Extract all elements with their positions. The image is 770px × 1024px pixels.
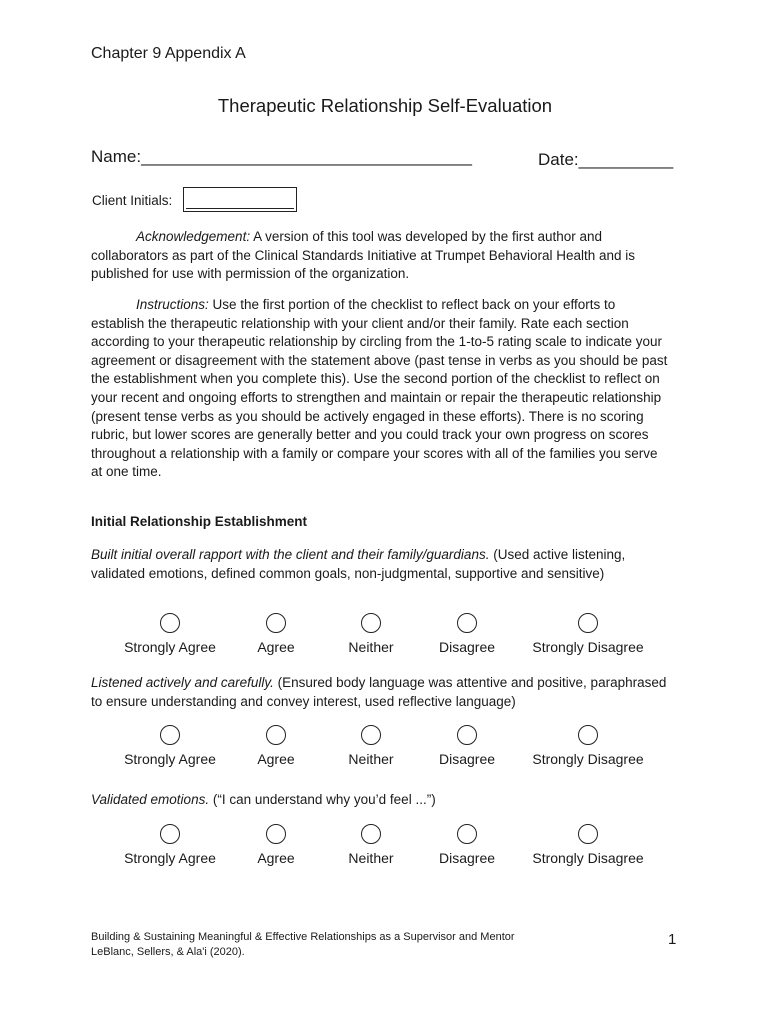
question-3 [91,791,671,810]
client-initials-input[interactable] [183,187,297,212]
rating-scale-1 [0,613,770,663]
client-initials-label: Client Initials: [92,193,173,208]
question-2-detail: (Ensured body language was attentive and positive, paraphrased to ensure understanding and convey interest, used reflective language) [91,675,667,709]
radio-circle[interactable] [457,725,477,745]
radio-circle[interactable] [578,824,598,844]
radio-circle[interactable] [578,613,598,633]
document-title: Therapeutic Relationship Self-Evaluation [217,95,553,116]
page-number: 1 [668,931,677,948]
radio-circle[interactable] [266,824,286,844]
question-3-statement: Validated emotions. [91,792,210,807]
radio-circle[interactable] [361,725,381,745]
instructions-label: Instructions: [136,297,209,312]
rating-option-neither[interactable]: Neither [306,613,436,655]
rating-scale-2 [0,725,770,775]
question-3-detail: (“I can understand why you’d feel ...”) [209,792,436,807]
name-field[interactable]: Name:___________________________________ [91,147,472,166]
question-2 [91,674,671,711]
rating-option-agree[interactable]: Agree [211,824,341,866]
question-1 [91,546,671,583]
rating-option-strongly-agree[interactable]: Strongly Agree [105,824,235,866]
rating-option-neither[interactable]: Neither [306,824,436,866]
radio-circle[interactable] [266,725,286,745]
footer-line-2: LeBlanc, Sellers, & Ala'i (2020). [91,946,245,958]
rating-option-agree[interactable]: Agree [211,725,341,767]
rating-option-disagree[interactable]: Disagree [402,613,532,655]
rating-option-strongly-disagree[interactable]: Strongly Disagree [523,725,653,767]
rating-scale-3 [0,824,770,874]
rating-option-strongly-disagree[interactable]: Strongly Disagree [523,824,653,866]
radio-circle[interactable] [361,824,381,844]
radio-circle[interactable] [160,824,180,844]
date-field[interactable]: Date:__________ [538,150,674,169]
rating-option-strongly-agree[interactable]: Strongly Agree [105,725,235,767]
rating-option-strongly-disagree[interactable]: Strongly Disagree [523,613,653,655]
radio-circle[interactable] [266,613,286,633]
rating-option-strongly-agree[interactable]: Strongly Agree [105,613,235,655]
question-1-detail: (Used active listening, validated emotions, defined common goals, non-judgmental, supportive and sensitive) [91,547,626,581]
section-heading: Initial Relationship Establishment [91,514,308,529]
radio-circle[interactable] [457,613,477,633]
rating-option-disagree[interactable]: Disagree [402,725,532,767]
acknowledgement-label: Acknowledgement: [136,229,251,244]
instructions-text: Use the first portion of the checklist to reflect back on your efforts to establish the therapeutic relationship with your client and/or their family. Rate each section according to your therapeutic relationship by circling from the 1-to-5 rating scale to indicate your agreement or disagreement with the statement above (past tense in verbs as you should be past the establishment when you complete this). Use the second portion of the checklist to reflect on your recent and ongoing efforts to strengthen and maintain or repair the therapeutic relationship (present tense verbs as you should be actively engaged in these efforts). There is no scoring rubric, but lower scores are generally better and you could track your own progress on scores throughout a relationship with a family or compare your scores with all of the families you serve at one time. [91,297,668,480]
acknowledgement-text: A version of this tool was developed by the first author and collaborators as part of the Clinical Standards Initiative at Trumpet Behavioral Health and is published for use with permission of the organization. [91,229,636,282]
radio-circle[interactable] [361,613,381,633]
rating-option-agree[interactable]: Agree [211,613,341,655]
question-1-statement: Built initial overall rapport with the client and their family/guardians. [91,547,490,562]
radio-circle[interactable] [160,613,180,633]
radio-circle[interactable] [160,725,180,745]
rating-option-neither[interactable]: Neither [306,725,436,767]
footer-citation [91,930,611,960]
footer-line-1: Building & Sustaining Meaningful & Effective Relationships as a Supervisor and Mentor [91,931,515,943]
radio-circle[interactable] [457,824,477,844]
instructions-paragraph [91,296,671,482]
rating-option-disagree[interactable]: Disagree [402,824,532,866]
chapter-heading: Chapter 9 Appendix A [91,45,246,62]
acknowledgement-paragraph [91,228,671,284]
radio-circle[interactable] [578,725,598,745]
question-2-statement: Listened actively and carefully. [91,675,274,690]
